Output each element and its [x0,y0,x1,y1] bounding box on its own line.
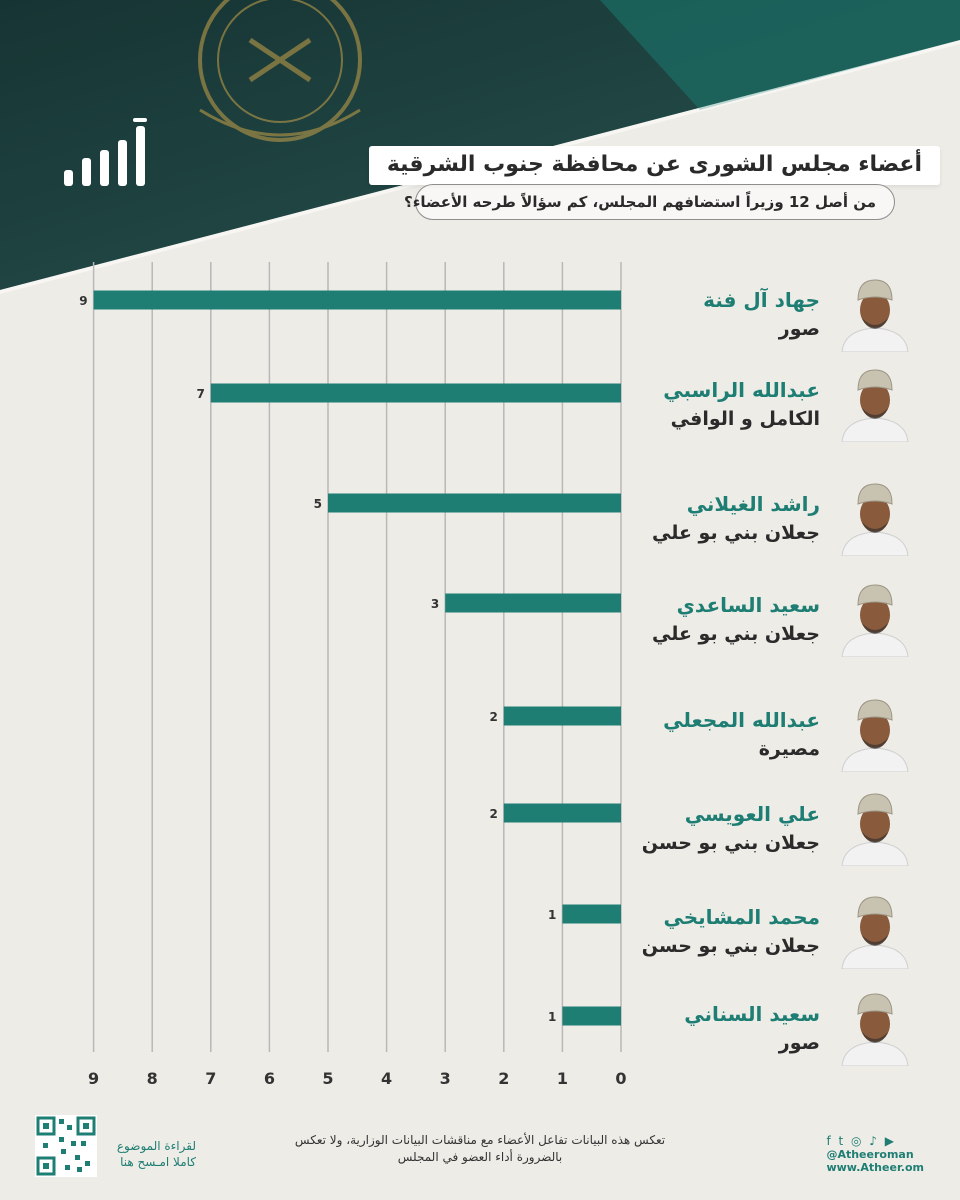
bar [504,707,621,726]
member-region: الكامل و الوافي [670,408,820,430]
member-region: جعلان بني بو علي [651,522,820,544]
x-tick-label: 5 [322,1069,334,1088]
bar [328,494,621,513]
bar [211,384,621,403]
qr-label [106,1138,196,1170]
x-tick-label: 0 [615,1069,627,1088]
member-name: عبدالله المجعلي [663,708,820,732]
member-label [650,593,820,645]
bar-value-label: 2 [489,807,498,821]
member-region: جعلان بني بو حسن [641,832,820,854]
member-region: صور [778,1032,820,1054]
bar-value-label: 2 [489,710,498,724]
x-tick-label: 9 [88,1069,100,1088]
member-photo [838,694,912,772]
member-photo [838,988,912,1066]
member-photo [838,891,912,969]
member-region: جعلان بني بو حسن [641,935,820,957]
bar-value-label: 1 [548,908,557,922]
member-photo [838,274,912,352]
x-tick-label: 4 [381,1069,393,1088]
qr-label-line1: لقراءة الموضوع [116,1139,196,1153]
x-tick-label: 8 [146,1069,158,1088]
qr-label-line2: كاملا امـسح هنا [120,1155,196,1169]
member-region: جعلان بني بو علي [651,623,820,645]
title-text: أعضاء مجلس الشورى عن محافظة جنوب الشرقية [386,152,922,177]
bar [504,804,621,823]
x-tick-label: 1 [556,1069,568,1088]
bar-value-label: 7 [196,387,205,401]
member-label [641,802,820,854]
bar [94,291,621,310]
website-link[interactable]: www.Atheer.om [826,1161,924,1174]
x-tick-label: 2 [498,1069,510,1088]
member-name: علي العويسي [684,802,820,826]
member-name: سعيد السناني [684,1002,820,1026]
member-label [650,1002,820,1054]
social-handle[interactable]: @Atheeroman [826,1148,914,1161]
member-label [650,378,820,430]
member-label [641,905,820,957]
member-name: عبدالله الراسبي [663,378,820,402]
social-icons[interactable]: f t ◎ ♪ ▶ [826,1134,896,1148]
member-photo [838,788,912,866]
bar-value-label: 9 [79,294,88,308]
x-tick-label: 3 [439,1069,451,1088]
bar [445,594,621,613]
member-name: محمد المشايخي [663,905,820,929]
member-label [650,708,820,760]
bar [562,905,621,924]
bar [562,1007,621,1026]
member-region: صور [778,318,820,340]
x-tick-label: 7 [205,1069,217,1088]
member-name: راشد الغيلاني [686,492,820,516]
member-label [650,288,820,340]
qr-code[interactable] [35,1115,97,1177]
footer-note: تعكس هذه البيانات تفاعل الأعضاء مع مناقشات البيانات الوزارية، ولا تعكس بالضرورة أداء العضو في المجلس [294,1133,666,1164]
x-tick-label: 6 [263,1069,275,1088]
bar-value-label: 1 [548,1010,557,1024]
member-name: سعيد الساعدي [676,593,820,617]
member-photo [838,364,912,442]
subtitle-text: من أصل 12 وزيراً استضافهم المجلس، كم سؤالاً طرحه الأعضاء؟ [404,193,876,211]
social-block [826,1134,924,1174]
member-name: جهاد آل فنة [703,288,820,312]
member-photo [838,579,912,657]
bar-value-label: 5 [313,497,322,511]
member-region: مصيرة [758,738,820,760]
member-photo [838,478,912,556]
bar-value-label: 3 [430,597,440,611]
member-label [650,492,820,544]
